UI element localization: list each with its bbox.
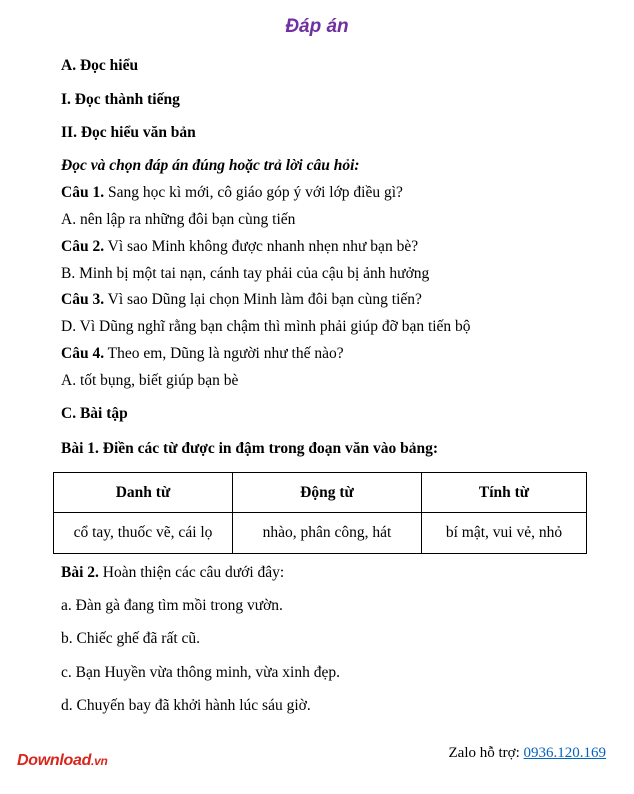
zalo-label: Zalo hỗ trợ: bbox=[448, 745, 524, 761]
table-header-noun: Danh từ bbox=[54, 473, 233, 513]
question-3 bbox=[61, 290, 422, 310]
question-label: Câu 3. bbox=[61, 291, 105, 308]
answer-4: A. tốt bụng, biết giúp bạn bè bbox=[61, 372, 239, 389]
question-text: Vì sao Dũng lại chọn Minh làm đôi bạn cùng tiến? bbox=[104, 291, 422, 308]
question-label: Câu 4. bbox=[61, 345, 105, 362]
section-ii-heading: II. Đọc hiểu văn bản bbox=[61, 124, 196, 141]
question-2 bbox=[61, 237, 418, 257]
exercise-2-text: Hoàn thiện các câu dưới đây: bbox=[98, 564, 285, 581]
table-header-verb: Động từ bbox=[233, 473, 422, 513]
zalo-support bbox=[449, 745, 607, 762]
logo-suffix-text: .vn bbox=[91, 754, 108, 768]
answer-2: B. Minh bị một tai nạn, cánh tay phải của cậu bị ảnh hưởng bbox=[61, 265, 430, 282]
word-classification-table bbox=[53, 472, 587, 554]
exercise-1-prompt: Bài 1. Điền các từ được in đậm trong đoạn văn vào bảng: bbox=[61, 440, 438, 457]
question-label: Câu 2. bbox=[61, 238, 105, 255]
table-cell-verbs: nhào, phân công, hát bbox=[233, 513, 422, 554]
instruction-text: Đọc và chọn đáp án đúng hoặc trả lời câu hỏi: bbox=[61, 157, 360, 174]
exercise-2-answer-d: d. Chuyến bay đã khởi hành lúc sáu giờ. bbox=[61, 697, 311, 714]
exercise-2-prompt bbox=[61, 563, 284, 583]
question-4 bbox=[61, 344, 344, 364]
table-header-row bbox=[54, 473, 587, 513]
zalo-phone-link[interactable]: 0936.120.169 bbox=[523, 745, 606, 761]
table-header-adjective: Tính từ bbox=[422, 473, 587, 513]
exercise-2-answer-c: c. Bạn Huyền vừa thông minh, vừa xinh đẹp. bbox=[61, 664, 340, 681]
exercises-heading: C. Bài tập bbox=[61, 405, 128, 422]
exercise-2-label: Bài 2. bbox=[61, 564, 99, 581]
download-logo[interactable] bbox=[17, 752, 108, 770]
question-1 bbox=[61, 183, 403, 203]
question-text: Sang học kì mới, cô giáo góp ý với lớp điều gì? bbox=[104, 184, 403, 201]
question-label: Câu 1. bbox=[61, 184, 105, 201]
answer-3: D. Vì Dũng nghĩ rằng bạn chậm thì mình phải giúp đỡ bạn tiến bộ bbox=[61, 318, 471, 335]
question-text: Vì sao Minh không được nhanh nhẹn như bạn bè? bbox=[104, 238, 419, 255]
question-text: Theo em, Dũng là người như thế nào? bbox=[104, 345, 344, 362]
table-cell-adjectives: bí mật, vui vẻ, nhỏ bbox=[422, 513, 587, 554]
logo-main-text: Download bbox=[17, 752, 92, 769]
section-i-heading: I. Đọc thành tiếng bbox=[61, 91, 180, 108]
section-a-heading: A. Đọc hiểu bbox=[61, 57, 139, 74]
table-cell-nouns: cổ tay, thuốc vẽ, cái lọ bbox=[54, 513, 233, 554]
page-title: Đáp án bbox=[285, 16, 349, 37]
table-row bbox=[54, 513, 587, 554]
answer-1: A. nên lập ra những đôi bạn cùng tiến bbox=[61, 211, 296, 228]
exercise-2-answer-b: b. Chiếc ghế đã rất cũ. bbox=[61, 630, 201, 647]
exercise-2-answer-a: a. Đàn gà đang tìm mồi trong vườn. bbox=[61, 597, 283, 614]
